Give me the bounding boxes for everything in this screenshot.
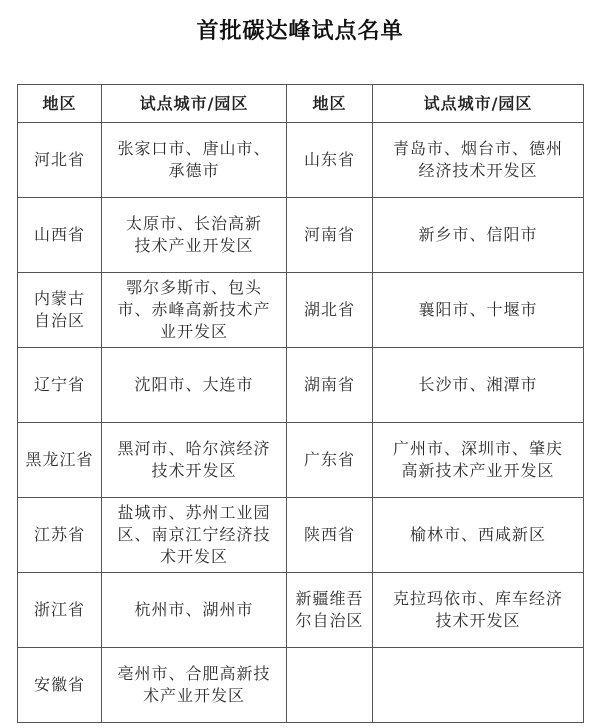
cities-cell <box>102 573 287 648</box>
cities-text: 广州市、深圳市、肇庆高新技术产业开发区 <box>393 439 564 480</box>
region-text: 辽宁省 <box>33 375 85 394</box>
cities-cell <box>102 648 287 723</box>
region-cell <box>287 573 373 648</box>
region-cell <box>18 498 102 573</box>
header-cities-right: 试点城市/园区 <box>373 85 584 123</box>
cities-text: 襄阳市、十堰市 <box>418 300 538 319</box>
region-cell <box>287 348 373 423</box>
cities-text: 杭州市、湖州市 <box>134 600 254 619</box>
region-text: 浙江省 <box>33 600 85 619</box>
region-cell-empty <box>287 648 373 723</box>
cities-cell <box>102 273 287 348</box>
cities-text: 黑河市、哈尔滨经济技术开发区 <box>117 439 271 480</box>
region-cell <box>18 273 102 348</box>
cities-text: 长沙市、湘潭市 <box>418 375 538 394</box>
cities-text: 太原市、长治高新技术产业开发区 <box>126 214 263 255</box>
table-row <box>18 423 584 498</box>
cities-text: 沈阳市、大连市 <box>134 375 254 394</box>
region-text: 湖北省 <box>303 300 355 319</box>
region-cell <box>18 423 102 498</box>
cities-cell <box>102 348 287 423</box>
cities-cell <box>373 348 584 423</box>
cities-cell-empty <box>373 648 584 723</box>
cities-text: 青岛市、烟台市、德州经济技术开发区 <box>393 139 564 180</box>
cities-text: 张家口市、唐山市、承德市 <box>117 139 271 180</box>
cities-cell <box>373 423 584 498</box>
cities-text: 盐城市、苏州工业园区、南京江宁经济技术开发区 <box>117 503 271 566</box>
cities-text: 榆林市、西咸新区 <box>409 525 546 544</box>
region-cell <box>18 123 102 198</box>
region-text: 新疆维吾尔自治区 <box>295 589 364 630</box>
cities-text: 鄂尔多斯市、包头市、赤峰高新技术产业开发区 <box>117 278 271 341</box>
table-row <box>18 348 584 423</box>
table-row <box>18 198 584 273</box>
region-cell <box>18 348 102 423</box>
pilot-list-table <box>17 84 584 723</box>
region-text: 内蒙古自治区 <box>33 289 85 330</box>
header-region-left: 地区 <box>18 85 102 123</box>
region-cell <box>18 648 102 723</box>
table-row <box>18 123 584 198</box>
table-row <box>18 273 584 348</box>
cities-cell <box>102 198 287 273</box>
cities-cell <box>373 273 584 348</box>
region-cell <box>287 423 373 498</box>
cities-cell <box>102 423 287 498</box>
cities-text: 克拉玛依市、库车经济技术开发区 <box>392 589 563 630</box>
header-cities-left: 试点城市/园区 <box>102 85 287 123</box>
cities-cell <box>373 123 584 198</box>
cities-cell <box>373 573 584 648</box>
cities-cell <box>102 123 287 198</box>
cities-cell <box>373 198 584 273</box>
table-row <box>18 648 584 723</box>
document-title: 首批碳达峰试点名单 <box>196 18 404 44</box>
cities-text: 新乡市、信阳市 <box>418 225 538 244</box>
region-text: 河南省 <box>303 225 355 244</box>
header-region-right: 地区 <box>287 85 373 123</box>
cities-cell <box>102 498 287 573</box>
region-cell <box>287 123 373 198</box>
region-cell <box>18 573 102 648</box>
region-cell <box>287 198 373 273</box>
region-text: 湖南省 <box>303 375 355 394</box>
region-text: 陕西省 <box>303 525 355 544</box>
region-text: 江苏省 <box>33 525 85 544</box>
region-text: 广东省 <box>303 450 355 469</box>
region-text: 黑龙江省 <box>25 450 94 469</box>
region-cell <box>287 273 373 348</box>
region-cell <box>287 498 373 573</box>
region-text: 河北省 <box>33 150 85 169</box>
table-row <box>18 498 584 573</box>
cities-cell <box>373 498 584 573</box>
table-header-row <box>18 85 584 123</box>
region-text: 安徽省 <box>33 675 85 694</box>
cities-text: 亳州市、合肥高新技术产业开发区 <box>117 664 271 705</box>
region-text: 山西省 <box>33 225 85 244</box>
region-cell <box>18 198 102 273</box>
table-row <box>18 573 584 648</box>
region-text: 山东省 <box>303 150 355 169</box>
